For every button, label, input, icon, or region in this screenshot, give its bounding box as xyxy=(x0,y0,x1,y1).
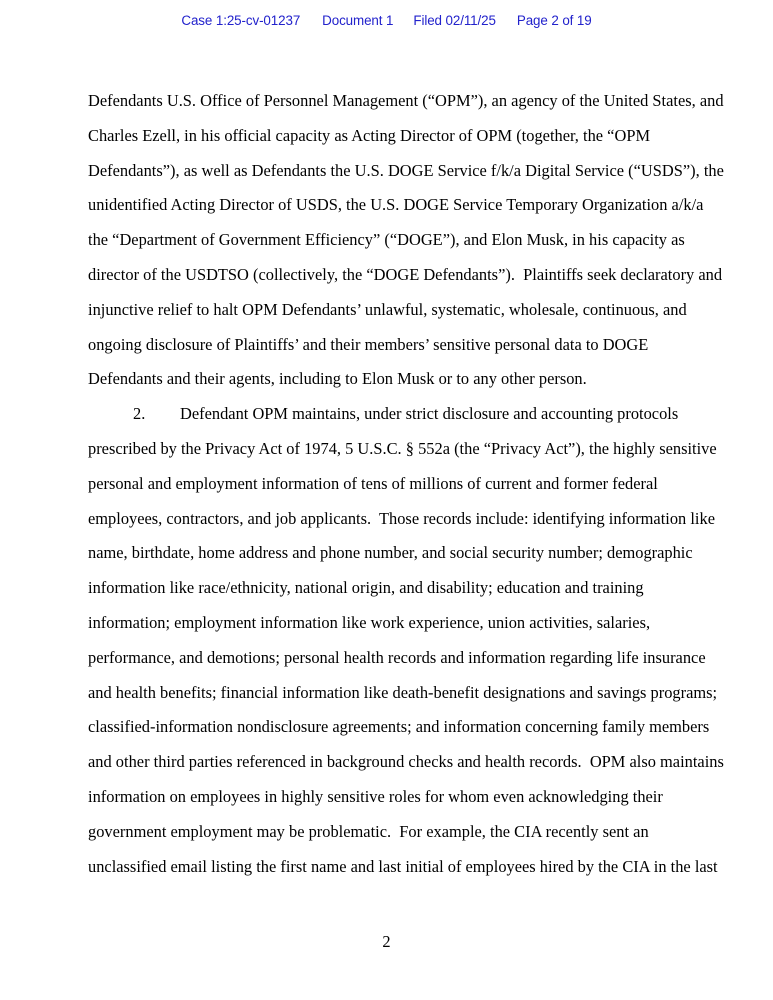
body-line: unclassified email listing the first name and last initial of employees hired by the CIA in the last xyxy=(88,856,718,876)
body-line: Defendants and their agents, including to Elon Musk or to any other person. xyxy=(88,369,587,389)
body-line: the “Department of Government Efficiency” (“DOGE”), and Elon Musk, in his capacity as xyxy=(88,230,685,250)
body-line: ongoing disclosure of Plaintiffs’ and their members’ sensitive personal data to DOGE xyxy=(88,334,649,354)
body-line: employees, contractors, and job applicants. Those records include: identifying information like xyxy=(88,508,715,528)
header-page-of: Page 2 of 19 xyxy=(516,13,592,28)
body-line: director of the USDTSO (collectively, the “DOGE Defendants”). Plaintiffs seek declaratory and xyxy=(88,264,723,284)
body-line: information like race/ethnicity, national origin, and disability; education and training xyxy=(88,578,644,598)
paragraph-number: 2. xyxy=(133,404,146,424)
body-line: Defendant OPM maintains, under strict disclosure and accounting protocols xyxy=(180,404,679,424)
numbered-paragraph-first-line xyxy=(88,397,684,432)
body-line: Charles Ezell, in his official capacity as Acting Director of OPM (together, the “OPM xyxy=(88,125,651,145)
header-case-number: Case 1:25-cv-01237 xyxy=(181,13,301,28)
body-line: information on employees in highly sensitive roles for whom even acknowledging their xyxy=(88,786,663,806)
body-line: Defendants U.S. Office of Personnel Management (“OPM”), an agency of the United States, and xyxy=(88,91,724,110)
body-line: government employment may be problematic. For example, the CIA recently sent an xyxy=(88,821,649,841)
body-line: and health benefits; financial information like death-benefit designations and savings programs; xyxy=(88,682,718,702)
body-line: Defendants”), as well as Defendants the U.S. DOGE Service f/k/a Digital Service (“USDS”), the xyxy=(88,160,724,180)
body-line: information; employment information like work experience, union activities, salaries, xyxy=(88,612,651,632)
body-line: injunctive relief to halt OPM Defendants’ unlawful, systematic, wholesale, continuous, and xyxy=(88,299,687,319)
ecf-header-stamp xyxy=(0,13,773,28)
header-document-number: Document 1 xyxy=(322,13,394,28)
body-line: performance, and demotions; personal health records and information regarding life insurance xyxy=(88,647,706,667)
body-line: prescribed by the Privacy Act of 1974, 5 U.S.C. § 552a (the “Privacy Act”), the highly sensitive xyxy=(88,438,717,458)
body-line: and other third parties referenced in background checks and health records. OPM also maintains xyxy=(88,752,724,772)
header-filed-date: Filed 02/11/25 xyxy=(413,13,496,28)
body-line: unidentified Acting Director of USDS, the U.S. DOGE Service Temporary Organization a/k/a xyxy=(88,195,704,215)
footer-page-number: 2 xyxy=(382,932,391,951)
body-line: name, birthdate, home address and phone number, and social security number; demographic xyxy=(88,543,693,563)
body-line: personal and employment information of tens of millions of current and former federal xyxy=(88,473,658,493)
document-body xyxy=(88,84,724,884)
body-line: classified-information nondisclosure agreements; and information concerning family members xyxy=(88,717,710,737)
